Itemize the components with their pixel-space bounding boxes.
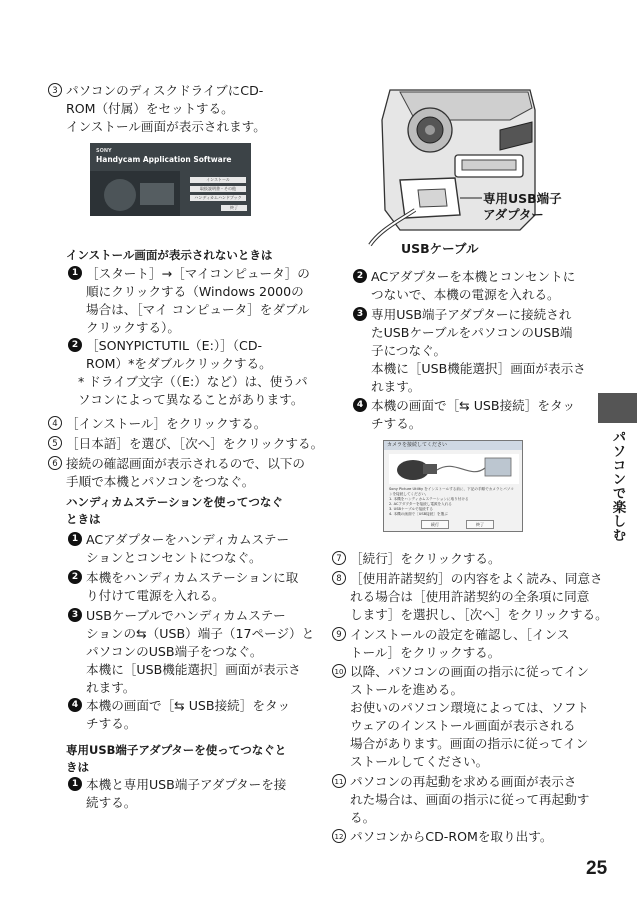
station-step-3 — [68, 607, 314, 697]
step-text: パソコンのディスクドライブにCD- ROM（付属）をセットする。 インストール画面が表示されます。 — [66, 83, 266, 134]
step-text: 以降、パソコンの画面の指示に従ってイン ストールを進める。 お使いのパソコン環境によっては、ソフト ウェアのインストール画面が表示される 場合があります。画面の指示に従ってイン ストールしてください。 — [350, 664, 590, 769]
step-number: 3 — [353, 307, 367, 321]
station-step-4 — [68, 697, 290, 733]
step-text: ［続行］をクリックする。 — [350, 551, 501, 566]
step-number: 4 — [353, 398, 367, 412]
adapter-step-2 — [353, 268, 575, 304]
connect-camera-dialog — [383, 440, 523, 532]
station-heading: ハンディカムステーションを使ってつなぐ ときは — [66, 495, 283, 526]
step-number: 7 — [332, 551, 346, 565]
installer-manual-button[interactable]: 取扱説明書・その他 — [190, 186, 246, 192]
step-text: パソコンからCD-ROMを取り出す。 — [350, 829, 553, 844]
step-number: 11 — [332, 774, 346, 788]
usb-cable-label: USBケーブル — [401, 241, 479, 256]
step-number: 8 — [332, 571, 346, 585]
dialog-exit-button[interactable]: 終了 — [466, 520, 494, 529]
step-9 — [332, 626, 569, 662]
dialog-illustration — [385, 450, 523, 486]
dialog-body: Sony Picture Utility をインストールする前に、下記の手順でカメラとパソコンを接続してください。 1. 本機をハンディカムステーションに取り付ける 2. ACアダプターを接続し電源を入れる 3. USBケーブルで接続する 4. 本機の画面で［USB接続］を選ぶ — [389, 487, 514, 516]
camcorder-adapter-illustration — [360, 70, 590, 260]
section-tab-marker — [598, 393, 637, 423]
step-number: 1 — [68, 532, 82, 546]
step-text: 本機の画面で［⇆ USB接続］をタッ チする。 — [86, 698, 291, 731]
step-text: ［インストール］をクリックする。 — [66, 416, 267, 431]
step-number: 4 — [48, 416, 62, 430]
step-number: 10 — [332, 664, 346, 678]
step-text: USBケーブルでハンディカムステー ションの⇆（USB）端子（17ページ）と パソコンのUSB端子をつなぐ。 本機に［USB機能選択］画面が表示さ れます。 — [86, 608, 315, 695]
step-number: 3 — [48, 83, 62, 97]
adapter-step-3 — [353, 306, 586, 396]
step-text: 本機と専用USB端子アダプターを接 続する。 — [86, 777, 287, 810]
no-screen-step-2 — [68, 337, 272, 373]
step-text: ［スタート］→［マイコンピュータ］の 順にクリックする（Windows 2000の 場合は、［マイ コンピュータ］をダブル クリックする）。 — [86, 266, 310, 335]
step-12 — [332, 828, 552, 846]
step-text: ［SONYPICTUTIL（E:）］（CD- ROM）*をダブルクリックする。 — [86, 338, 272, 371]
step-10 — [332, 663, 589, 771]
adapter-step-1 — [68, 776, 286, 812]
step-11 — [332, 773, 589, 827]
step-5 — [48, 435, 323, 453]
step-number: 5 — [48, 436, 62, 450]
installer-title: Handycam Application Software — [96, 155, 232, 164]
no-screen-heading: インストール画面が表示されないときは — [66, 248, 273, 262]
dialog-continue-button[interactable]: 続行 — [421, 520, 449, 529]
installer-exit-button[interactable]: 終了 — [221, 205, 247, 211]
step-8 — [332, 570, 608, 624]
no-screen-step-1 — [68, 265, 310, 337]
step-text: 接続の確認画面が表示されるので、以下の 手順で本機とパソコンをつなぐ。 — [66, 456, 306, 489]
step-number: 2 — [353, 269, 367, 283]
adapter-label: 専用USB端子 アダプター — [483, 191, 562, 222]
step-number: 2 — [68, 338, 82, 352]
step-number: 1 — [68, 266, 82, 280]
step-3 — [48, 82, 266, 136]
step-text: ［日本語］を選び、［次へ］をクリックする。 — [66, 436, 324, 451]
page-number: 25 — [586, 858, 608, 879]
step-number: 3 — [68, 608, 82, 622]
adapter-step-4 — [353, 397, 575, 433]
step-6 — [48, 455, 305, 491]
step-text: ［使用許諾契約］の内容をよく読み、同意さ れる場合は［使用許諾契約の全条項に同意 します］を選択し、［次へ］をクリックする。 — [350, 571, 608, 622]
installer-install-button[interactable]: インストール — [190, 177, 246, 183]
step-number: 9 — [332, 627, 346, 641]
step-text: 本機をハンディカムステーションに取 り付けて電源を入れる。 — [86, 570, 299, 603]
section-tab — [598, 430, 637, 565]
installer-handbook-button[interactable]: ハンディカムハンドブック — [190, 195, 246, 201]
step-text: インストールの設定を確認し、［インス トール］をクリックする。 — [350, 627, 570, 660]
drive-letter-note: * ドライブ文字（（E:）など）は、使うパ ソコンによって異なることがあります。 — [78, 374, 308, 407]
step-number: 12 — [332, 829, 346, 843]
step-7 — [332, 550, 501, 568]
step-text: ACアダプターをハンディカムステー ションとコンセントにつなぐ。 — [86, 532, 290, 565]
station-step-2 — [68, 569, 298, 605]
step-text: 専用USB端子アダプターに接続され たUSBケーブルをパソコンのUSB端 子につなぐ。 本機に［USB機能選択］画面が表示さ れます。 — [371, 307, 586, 394]
station-step-1 — [68, 531, 289, 567]
sony-logo: SONY — [96, 148, 112, 154]
installer-screenshot — [90, 143, 251, 216]
step-text: ACアダプターを本機とコンセントに つないで、本機の電源を入れる。 — [371, 269, 576, 302]
step-number: 4 — [68, 698, 82, 712]
step-number: 1 — [68, 777, 82, 791]
step-text: パソコンの再起動を求める画面が表示さ れた場合は、画面の指示に従って再起動す る。 — [350, 774, 590, 825]
step-4 — [48, 415, 266, 433]
adapter-heading: 専用USB端子アダプターを使ってつなぐと きは — [66, 743, 287, 774]
step-text: 本機の画面で［⇆ USB接続］をタッ チする。 — [371, 398, 576, 431]
step-number: 2 — [68, 570, 82, 584]
dialog-title: カメラを接続してください — [384, 441, 522, 450]
step-number: 6 — [48, 456, 62, 470]
section-tab-label: パソコンで楽しむ — [609, 430, 626, 542]
